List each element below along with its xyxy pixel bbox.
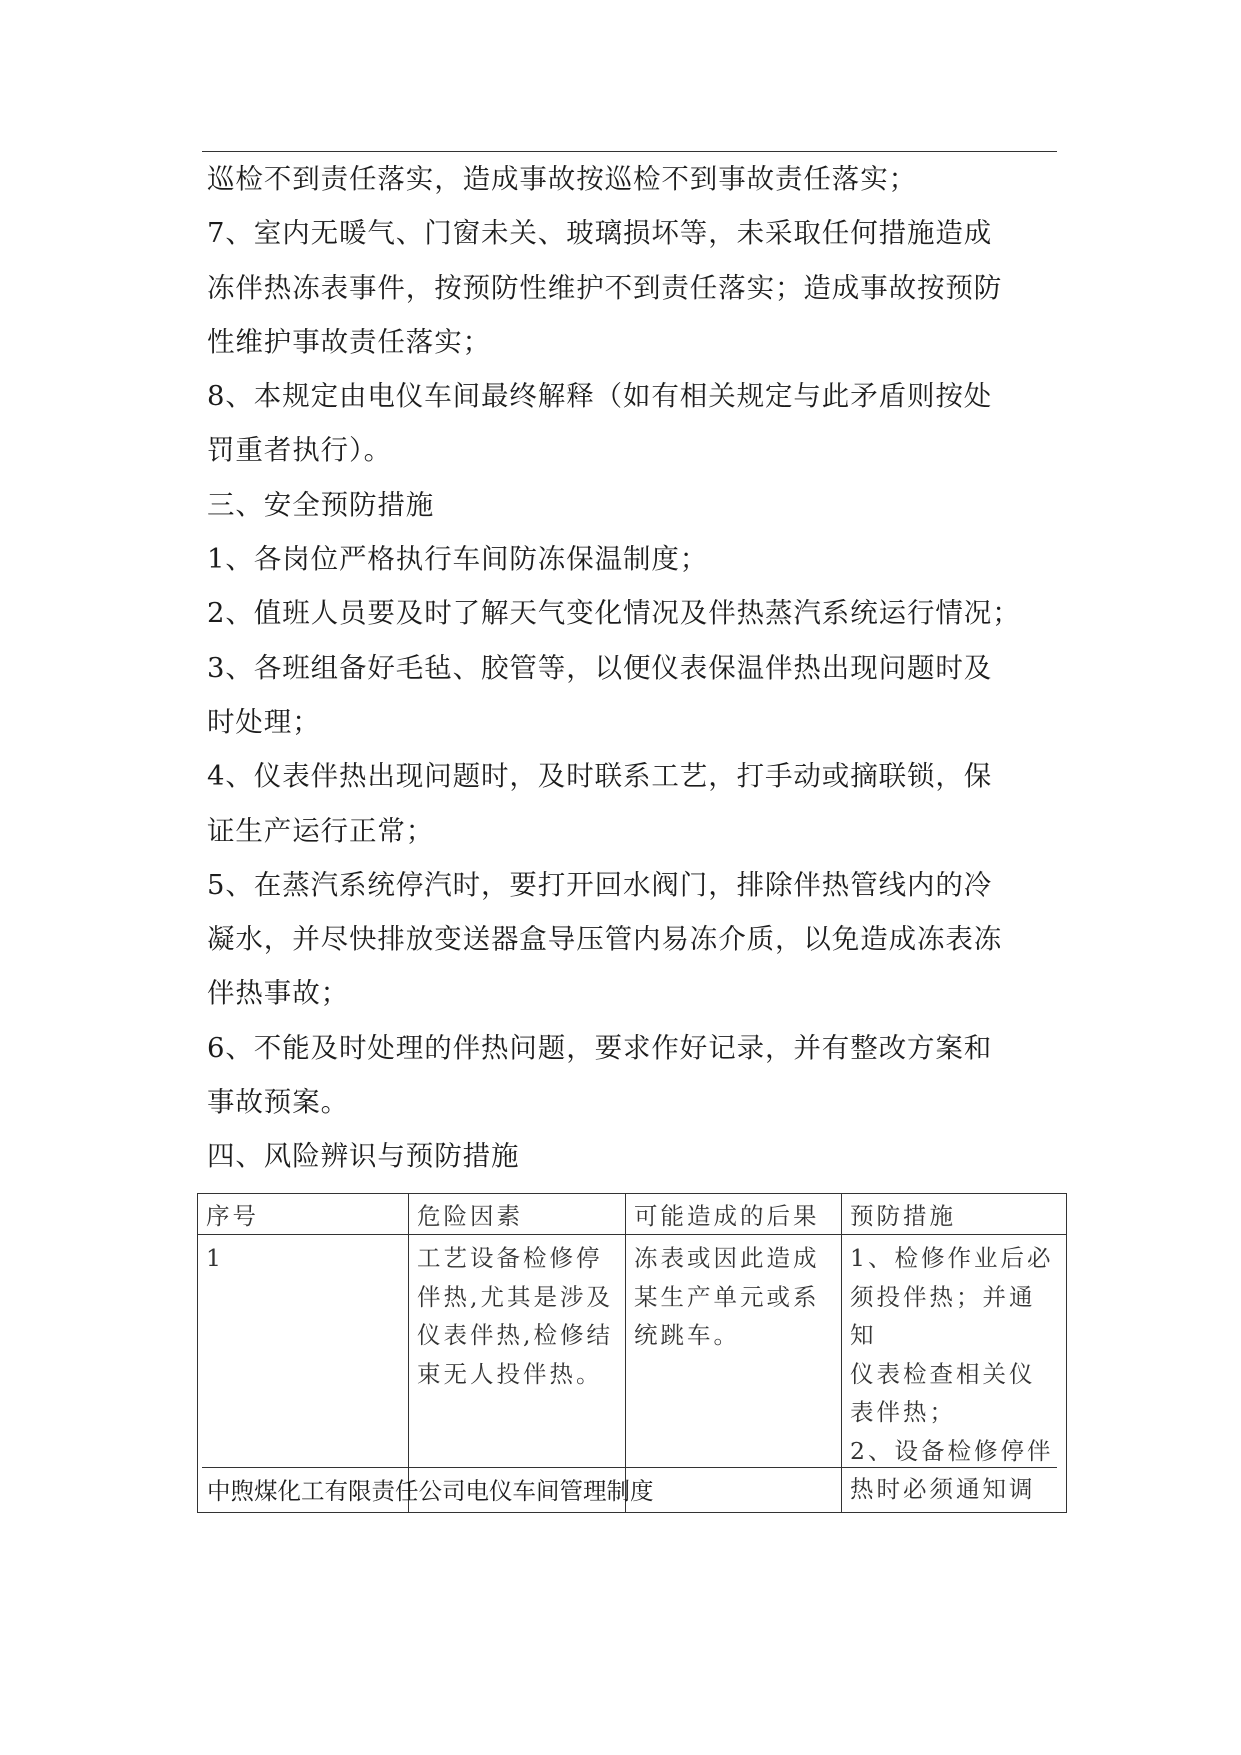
column-header-measures: 预防措施 [842, 1194, 1067, 1235]
cell-line: 1、检修作业后必 [850, 1244, 1054, 1272]
column-header-no: 序号 [198, 1194, 409, 1235]
cell-measures [842, 1235, 1067, 1513]
paragraph-line: 1、各岗位严格执行车间防冻保温制度； [207, 543, 709, 576]
cell-line: 2、设备检修停伴 [850, 1436, 1054, 1465]
column-header-consequence: 可能造成的后果 [626, 1194, 842, 1235]
table-row [198, 1235, 1067, 1513]
paragraph-line: 5、在蒸汽系统停汽时，要打开回水阀门，排除伴热管线内的冷 [207, 868, 993, 901]
document-body [207, 152, 1057, 1184]
cell-line: 某生产单元或系 [634, 1282, 820, 1311]
paragraph-line: 2、值班人员要及时了解天气变化情况及伴热蒸汽系统运行情况； [207, 597, 1021, 630]
footer-title: 中煦煤化工有限责任公司电仪车间管理制度 [207, 1477, 654, 1505]
paragraph-line: 时处理； [207, 705, 321, 738]
paragraph-line: 凝水，并尽快排放变送器盒导压管内易冻介质，以免造成冻表冻 [207, 923, 1003, 956]
cell-line: 统跳车。 [634, 1321, 740, 1349]
paragraph-line: 4、仪表伴热出现问题时，及时联系工艺，打手动或摘联锁，保 [207, 760, 993, 793]
section-heading: 三、安全预防措施 [207, 488, 435, 521]
cell-line: 工艺设备检修停 [417, 1244, 603, 1272]
cell-line: 表伴热； [850, 1398, 956, 1426]
cell-no [198, 1235, 409, 1513]
cell-line: 热时必须通知调 [850, 1475, 1036, 1503]
paragraph-line: 证生产运行正常； [207, 814, 435, 847]
column-header-hazard: 危险因素 [409, 1194, 626, 1235]
section-heading: 四、风险辨识与预防措施 [207, 1140, 520, 1173]
paragraph-line: 3、各班组备好毛毡、胶管等，以便仪表保温伴热出现问题时及 [207, 651, 993, 684]
paragraph-line: 事故预案。 [207, 1086, 349, 1119]
footer-rule [202, 1467, 1057, 1468]
paragraph-line: 8、本规定由电仪车间最终解释（如有相关规定与此矛盾则按处 [207, 380, 993, 413]
table-header-row [198, 1194, 1067, 1235]
cell-line: 冻表或因此造成 [634, 1244, 820, 1272]
cell-line: 束无人投伴热。 [417, 1359, 603, 1388]
cell-hazard [409, 1235, 626, 1513]
cell-line: 须投伴热；并通知 [850, 1282, 1036, 1349]
risk-table [197, 1193, 1067, 1513]
cell-line: 伴热,尤其是涉及 [417, 1282, 613, 1311]
cell-line: 仪表伴热,检修结 [417, 1321, 613, 1349]
cell-consequence [626, 1235, 842, 1513]
paragraph-line: 7、室内无暖气、门窗未关、玻璃损坏等，未采取任何措施造成 [207, 217, 993, 250]
paragraph-line: 性维护事故责任落实； [207, 325, 491, 358]
cell-line: 仪表检查相关仪 [850, 1359, 1036, 1388]
paragraph-line: 伴热事故； [207, 977, 349, 1010]
paragraph-line: 冻伴热冻表事件，按预防性维护不到责任落实；造成事故按预防 [207, 271, 1003, 304]
cell-no-text: 1 [206, 1244, 224, 1272]
paragraph-line: 巡检不到责任落实，造成事故按巡检不到事故责任落实； [207, 163, 917, 195]
paragraph-line: 罚重者执行）。 [207, 434, 393, 467]
paragraph-line: 6、不能及时处理的伴热问题，要求作好记录，并有整改方案和 [207, 1031, 993, 1064]
